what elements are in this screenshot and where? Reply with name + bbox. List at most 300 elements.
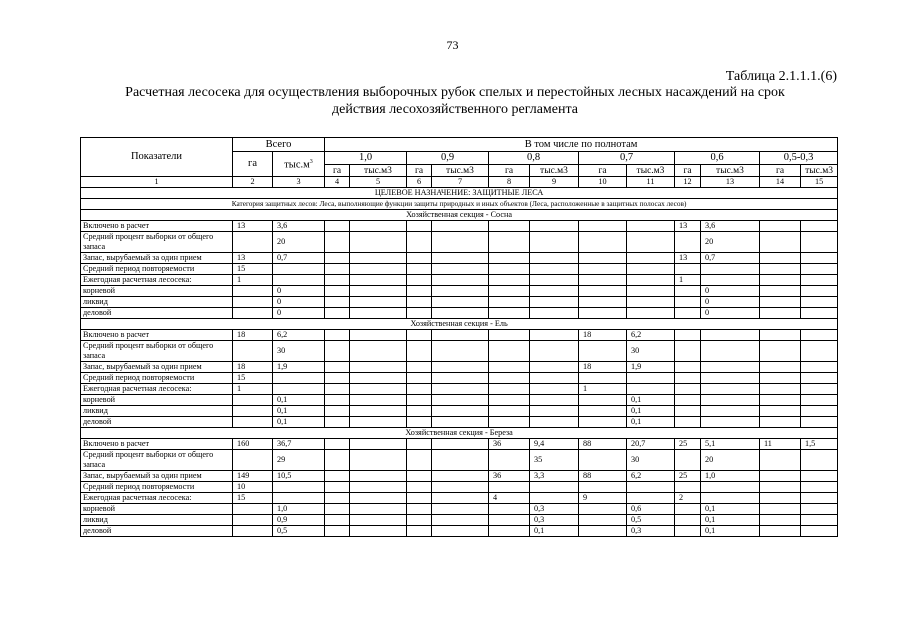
table-cell [350, 330, 407, 341]
column-number: 11 [627, 177, 675, 188]
table-cell [325, 482, 350, 493]
table-cell: 88 [579, 471, 627, 482]
table-cell: 0 [701, 297, 760, 308]
table-cell [432, 286, 489, 297]
table-cell [801, 471, 838, 482]
table-cell [233, 341, 273, 362]
table-cell [801, 362, 838, 373]
table-cell [325, 330, 350, 341]
table-cell [760, 275, 801, 286]
table-cell [760, 286, 801, 297]
table-cell [760, 450, 801, 471]
table-cell: 20,7 [627, 439, 675, 450]
table-cell [579, 504, 627, 515]
table-cell: 0,5 [627, 515, 675, 526]
table-cell [801, 417, 838, 428]
table-cell [760, 417, 801, 428]
table-cell [325, 526, 350, 537]
table-cell [432, 395, 489, 406]
table-cell [407, 362, 432, 373]
table-cell [760, 232, 801, 253]
table-cell [432, 482, 489, 493]
table-cell [530, 221, 579, 232]
table-cell [350, 264, 407, 275]
table-cell [407, 450, 432, 471]
table-cell: 0,1 [627, 395, 675, 406]
row-label: Запас, вырубаемый за один прием [81, 471, 233, 482]
title-line-2: действия лесохозяйственного регламента [331, 102, 578, 117]
table-cell: 160 [233, 439, 273, 450]
table-cell [432, 308, 489, 319]
table-cell: 9 [579, 493, 627, 504]
table-cell [701, 417, 760, 428]
table-cell [760, 504, 801, 515]
table-cell [675, 373, 701, 384]
table-cell [701, 341, 760, 362]
table-cell [760, 264, 801, 275]
table-cell: 0,1 [273, 417, 325, 428]
table-row [81, 493, 838, 504]
table-cell [325, 384, 350, 395]
table-cell [325, 275, 350, 286]
sub-th-m3: тыс.м3 [530, 165, 579, 177]
table-cell [627, 286, 675, 297]
table-body [81, 188, 838, 537]
table-cell [325, 504, 350, 515]
table-cell [489, 406, 530, 417]
table-cell [350, 373, 407, 384]
row-label: деловой [81, 526, 233, 537]
table-cell [760, 221, 801, 232]
table-cell [273, 493, 325, 504]
table-cell: 0,1 [273, 406, 325, 417]
table-cell [432, 439, 489, 450]
table-cell [325, 297, 350, 308]
table-cell [627, 264, 675, 275]
table-cell [233, 232, 273, 253]
table-cell: 1,9 [627, 362, 675, 373]
table-cell [489, 275, 530, 286]
table-cell [801, 264, 838, 275]
table-cell [627, 373, 675, 384]
table-cell [407, 417, 432, 428]
table-cell [760, 526, 801, 537]
table-cell [432, 406, 489, 417]
table-cell [579, 275, 627, 286]
table-cell [325, 341, 350, 362]
table-cell [579, 395, 627, 406]
header-indicators: Показатели [81, 138, 233, 177]
section-header: Хозяйственная секция - Ель [81, 319, 838, 330]
sub-ha: га [579, 165, 627, 177]
table-cell [489, 417, 530, 428]
column-number: 14 [760, 177, 801, 188]
row-label: Средний период повторяемости [81, 482, 233, 493]
header-total-th-m3: $тыс.м^3$ [273, 152, 325, 177]
table-cell [530, 395, 579, 406]
table-cell: 30 [627, 450, 675, 471]
table-cell [350, 417, 407, 428]
table-cell [579, 417, 627, 428]
table-cell: 0,3 [530, 515, 579, 526]
table-cell: 0 [273, 297, 325, 308]
table-cell: 3,6 [273, 221, 325, 232]
table-row [81, 253, 838, 264]
title-line-1: Расчетная лесосека для осуществления выборочных рубок спелых и перестойных лесных насаждений на срок [125, 85, 785, 100]
table-cell: 0,1 [530, 526, 579, 537]
table-cell [325, 373, 350, 384]
table-cell: 0,1 [701, 504, 760, 515]
table-cell: 20 [701, 232, 760, 253]
table-cell: 13 [675, 253, 701, 264]
table-cell [801, 406, 838, 417]
table-cell [489, 373, 530, 384]
table-row [81, 471, 838, 482]
table-row [81, 504, 838, 515]
table-cell [432, 504, 489, 515]
table-cell [489, 526, 530, 537]
table-cell: 1,9 [273, 362, 325, 373]
table-cell [407, 395, 432, 406]
table-cell [350, 493, 407, 504]
table-cell [627, 384, 675, 395]
table-cell: 0,1 [273, 395, 325, 406]
table-cell [489, 232, 530, 253]
table-cell [579, 482, 627, 493]
table-cell [325, 417, 350, 428]
table-cell [627, 482, 675, 493]
row-label: Запас, вырубаемый за один прием [81, 362, 233, 373]
table-cell: 3,3 [530, 471, 579, 482]
table-cell [701, 493, 760, 504]
header-density-6: 0,5-0,3 [760, 152, 838, 165]
table-cell [432, 341, 489, 362]
column-number: 13 [701, 177, 760, 188]
table-cell: 20 [273, 232, 325, 253]
column-number: 3 [273, 177, 325, 188]
table-cell [350, 471, 407, 482]
table-cell: 9,4 [530, 439, 579, 450]
table-cell [432, 297, 489, 308]
table-cell [579, 264, 627, 275]
table-cell: 18 [233, 362, 273, 373]
column-number: 10 [579, 177, 627, 188]
sub-th-m3: тыс.м3 [701, 165, 760, 177]
table-cell [233, 450, 273, 471]
table-cell: 0,6 [627, 504, 675, 515]
table-cell [233, 395, 273, 406]
header-density-3: 0,8 [489, 152, 579, 165]
table-cell: 36,7 [273, 439, 325, 450]
table-cell [530, 253, 579, 264]
row-label: Средний процент выборки от общего запаса [81, 232, 233, 253]
column-number: 8 [489, 177, 530, 188]
table-cell [489, 450, 530, 471]
table-cell [325, 264, 350, 275]
table-cell [489, 221, 530, 232]
table-cell [233, 286, 273, 297]
table-cell [325, 450, 350, 471]
row-label: Запас, вырубаемый за один прием [81, 253, 233, 264]
table-cell [489, 308, 530, 319]
table-cell: 30 [627, 341, 675, 362]
table-cell [627, 308, 675, 319]
table-cell [432, 526, 489, 537]
table-cell: 88 [579, 439, 627, 450]
row-label: Средний процент выборки от общего запаса [81, 450, 233, 471]
table-cell [701, 330, 760, 341]
table-cell: 0,7 [701, 253, 760, 264]
table-cell: 10,5 [273, 471, 325, 482]
table-cell [432, 471, 489, 482]
table-cell: 29 [273, 450, 325, 471]
table-cell [801, 395, 838, 406]
table-cell [801, 384, 838, 395]
table-cell [675, 395, 701, 406]
table-cell [760, 493, 801, 504]
sub-ha: га [325, 165, 350, 177]
category-row: Категория защитных лесов: Леса, выполняющие функции защиты природных и иных объектов (Леса, расположенные в защитных полосах лесов) [81, 199, 838, 210]
table-cell [801, 221, 838, 232]
table-cell: 13 [675, 221, 701, 232]
table-cell [801, 504, 838, 515]
row-label: Включено в расчет [81, 439, 233, 450]
table-cell [801, 275, 838, 286]
table-cell [407, 330, 432, 341]
column-number: 5 [350, 177, 407, 188]
column-number: 2 [233, 177, 273, 188]
table-cell: 2 [675, 493, 701, 504]
table-cell [325, 253, 350, 264]
table-cell [675, 384, 701, 395]
table-cell [325, 471, 350, 482]
table-cell: 13 [233, 221, 273, 232]
table-cell [432, 264, 489, 275]
column-number: 7 [432, 177, 489, 188]
table-cell [432, 515, 489, 526]
column-number: 1 [81, 177, 233, 188]
table-cell: 0,9 [273, 515, 325, 526]
table-cell: 5,1 [701, 439, 760, 450]
table-cell [350, 297, 407, 308]
table-cell [530, 362, 579, 373]
table-cell [627, 493, 675, 504]
table-cell: 13 [233, 253, 273, 264]
table-cell [407, 286, 432, 297]
row-label: ликвид [81, 406, 233, 417]
table-cell [350, 384, 407, 395]
table-cell [489, 297, 530, 308]
table-cell [350, 286, 407, 297]
table-cell [233, 504, 273, 515]
table-cell [350, 515, 407, 526]
table-cell [489, 515, 530, 526]
table-cell [233, 515, 273, 526]
column-number: 9 [530, 177, 579, 188]
table-cell: 15 [233, 373, 273, 384]
row-label: корневой [81, 504, 233, 515]
table-cell [233, 297, 273, 308]
page-number: 73 [446, 38, 459, 52]
table-cell [579, 221, 627, 232]
table-cell [701, 275, 760, 286]
table-cell: 0,5 [273, 526, 325, 537]
table-cell [350, 439, 407, 450]
table-cell [530, 384, 579, 395]
table-cell [325, 232, 350, 253]
column-number: 15 [801, 177, 838, 188]
table-cell [675, 362, 701, 373]
table-row [81, 450, 838, 471]
table-cell [579, 341, 627, 362]
table-cell: 0,1 [701, 526, 760, 537]
table-cell [675, 286, 701, 297]
header-including-by-density: В том числе по полнотам [325, 138, 838, 152]
table-cell [801, 330, 838, 341]
sub-th-m3: тыс.м3 [627, 165, 675, 177]
column-numbers-row [81, 177, 838, 188]
table-cell [579, 515, 627, 526]
table-cell [325, 395, 350, 406]
header-density-2: 0,9 [407, 152, 489, 165]
table-cell [801, 341, 838, 362]
table-cell [701, 395, 760, 406]
table-cell: 1 [675, 275, 701, 286]
table-cell [760, 373, 801, 384]
table-cell [627, 221, 675, 232]
table-cell [350, 221, 407, 232]
table-cell [407, 308, 432, 319]
table-cell [432, 417, 489, 428]
table-cell: 1 [579, 384, 627, 395]
table-row [81, 526, 838, 537]
table-cell [407, 526, 432, 537]
table-cell [675, 308, 701, 319]
sub-ha: га [489, 165, 530, 177]
table-cell [350, 308, 407, 319]
felling-area-table [80, 137, 838, 537]
table-cell [801, 526, 838, 537]
table-cell [801, 308, 838, 319]
table-cell [530, 297, 579, 308]
purpose-row: ЦЕЛЕВОЕ НАЗНАЧЕНИЕ: ЗАЩИТНЫЕ ЛЕСА [81, 188, 838, 199]
table-cell [350, 504, 407, 515]
table-cell: 1,5 [801, 439, 838, 450]
table-cell: 0 [273, 286, 325, 297]
table-cell [407, 221, 432, 232]
table-cell [489, 264, 530, 275]
table-cell [579, 406, 627, 417]
table-cell [801, 286, 838, 297]
table-cell [432, 221, 489, 232]
table-cell [407, 264, 432, 275]
table-cell [407, 297, 432, 308]
table-cell: 149 [233, 471, 273, 482]
table-cell [350, 232, 407, 253]
header-density-1: 1,0 [325, 152, 407, 165]
table-cell [432, 493, 489, 504]
column-number: 4 [325, 177, 350, 188]
table-cell [675, 417, 701, 428]
table-cell: 0 [701, 308, 760, 319]
table-cell [489, 384, 530, 395]
table-row [81, 482, 838, 493]
header-total-ha: га [233, 152, 273, 177]
table-cell [325, 493, 350, 504]
table-cell [489, 330, 530, 341]
table-cell: 18 [579, 330, 627, 341]
table-cell [701, 406, 760, 417]
table-cell [325, 515, 350, 526]
table-cell [432, 384, 489, 395]
table-cell [801, 232, 838, 253]
table-row [81, 275, 838, 286]
table-cell [530, 308, 579, 319]
table-cell: 18 [233, 330, 273, 341]
table-cell: 25 [675, 439, 701, 450]
table-cell [579, 286, 627, 297]
row-label: корневой [81, 395, 233, 406]
table-cell [675, 450, 701, 471]
table-cell [407, 493, 432, 504]
table-cell [579, 253, 627, 264]
table-cell [530, 264, 579, 275]
table-row [81, 297, 838, 308]
table-cell [489, 504, 530, 515]
table-cell [350, 253, 407, 264]
row-label: Включено в расчет [81, 221, 233, 232]
table-cell [675, 515, 701, 526]
table-row [81, 384, 838, 395]
table-cell [325, 439, 350, 450]
table-cell [407, 384, 432, 395]
table-cell [273, 373, 325, 384]
table-cell [350, 406, 407, 417]
table-cell [407, 406, 432, 417]
table-cell [489, 482, 530, 493]
table-cell [627, 275, 675, 286]
table-cell [675, 330, 701, 341]
table-cell: 11 [760, 439, 801, 450]
table-cell [627, 253, 675, 264]
sub-th-m3: тыс.м3 [801, 165, 838, 177]
table-cell [675, 482, 701, 493]
table-cell [233, 526, 273, 537]
table-cell [432, 362, 489, 373]
table-cell [350, 482, 407, 493]
table-cell [675, 406, 701, 417]
table-cell [701, 362, 760, 373]
table-cell [233, 406, 273, 417]
table-row [81, 330, 838, 341]
table-cell [579, 526, 627, 537]
table-cell [801, 482, 838, 493]
table-cell: 15 [233, 493, 273, 504]
table-cell [233, 308, 273, 319]
table-cell: 1 [233, 275, 273, 286]
table-cell [325, 362, 350, 373]
table-row [81, 264, 838, 275]
table-cell [701, 264, 760, 275]
table-cell [273, 384, 325, 395]
table-cell: 0,1 [701, 515, 760, 526]
table-cell: 6,2 [627, 330, 675, 341]
table-cell [675, 232, 701, 253]
table-cell [350, 341, 407, 362]
table-cell [579, 450, 627, 471]
table-cell [801, 515, 838, 526]
table-cell: 0,1 [627, 417, 675, 428]
